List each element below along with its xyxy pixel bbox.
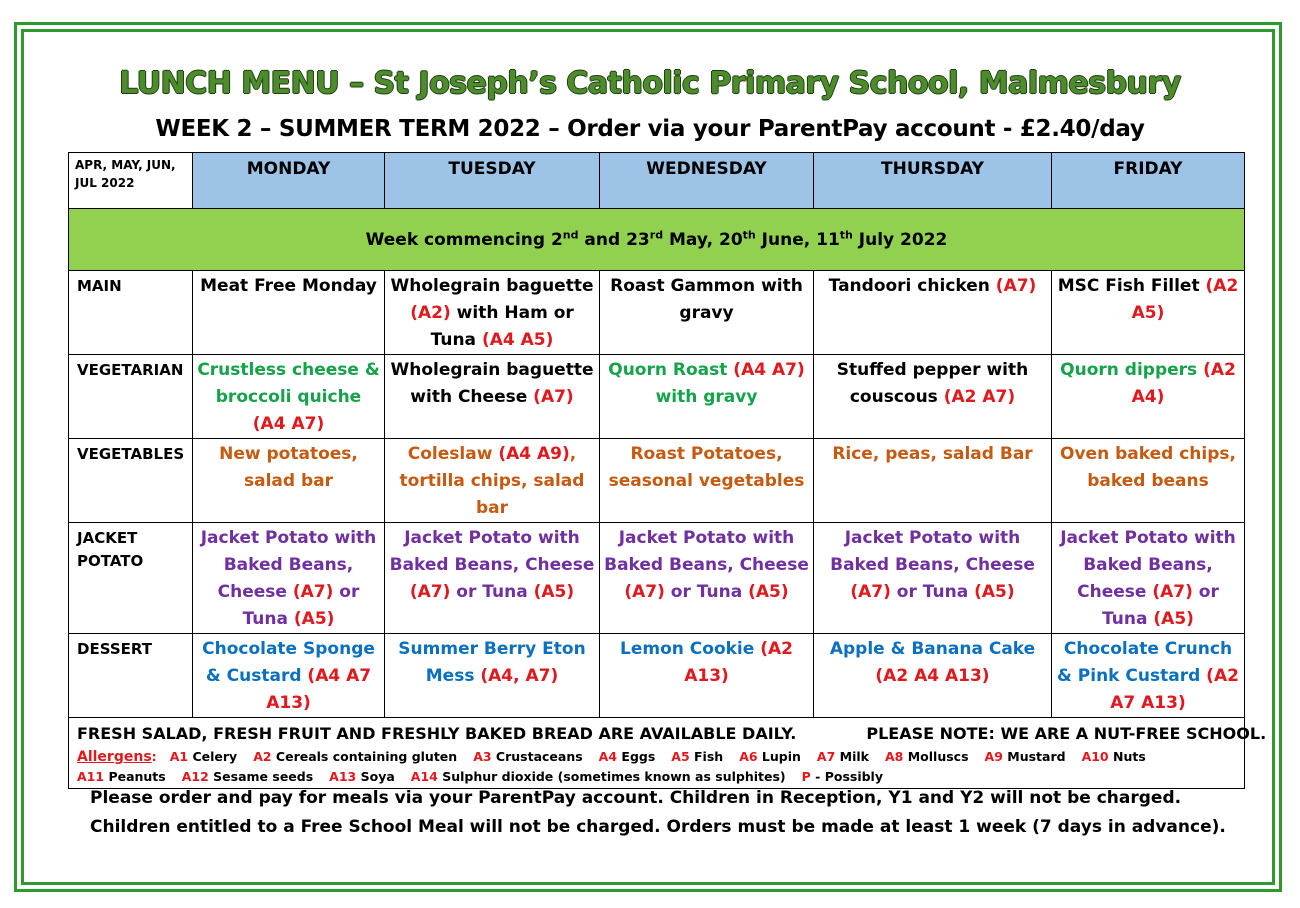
menu-cell [1052, 271, 1245, 355]
menu-text-segment: Jacket Potato with Baked Beans, Cheese [389, 528, 595, 575]
daily-availability-line [77, 720, 1267, 747]
day-header-monday: MONDAY [193, 153, 385, 209]
date-range-cell: APR, MAY, JUN, JUL 2022 [69, 153, 193, 209]
allergen-name: Mustard [1007, 749, 1066, 764]
menu-text-segment: Oven baked chips, baked beans [1060, 444, 1236, 491]
menu-cell [600, 634, 814, 718]
menu-row-main [69, 271, 1245, 355]
allergen-name: Lupin [761, 749, 801, 764]
allergen-code: A4 [598, 749, 618, 764]
menu-text-segment: Jacket Potato with Baked Beans, Cheese [830, 528, 1035, 575]
daily-availability-text: FRESH SALAD, FRESH FRUIT AND FRESHLY BAKED BREAD ARE AVAILABLE DAILY. [77, 724, 797, 743]
menu-cell [385, 439, 600, 523]
menu-text-segment: Chocolate Sponge & Custard [202, 639, 375, 686]
menu-text-segment: Apple & Banana Cake [829, 639, 1036, 659]
page-title: LUNCH MENU – St Joseph’s Catholic Primary School, Malmesbury [119, 66, 1181, 101]
menu-cell [814, 355, 1052, 439]
allergen-item [885, 749, 969, 764]
ordering-note: Please order and pay for meals via your ParentPay account. Children in Reception, Y1 and Y2 will not be charged. [90, 788, 1182, 808]
menu-text-segment: (A5) [533, 582, 575, 602]
allergen-code: A1 [169, 749, 189, 764]
menu-cell [600, 355, 814, 439]
allergen-code: A12 [181, 769, 209, 784]
menu-text-segment: or Tuna [242, 582, 360, 629]
allergen-list [170, 749, 1162, 764]
day-header-friday: FRIDAY [1052, 153, 1245, 209]
menu-cell [1052, 523, 1245, 634]
week-commencing-row [69, 209, 1245, 271]
menu-cell [385, 523, 600, 634]
header-row [69, 153, 1245, 209]
allergen-name: Fish [694, 749, 724, 764]
menu-text-segment: or Tuna [890, 582, 975, 602]
ordering-note: Children entitled to a Free School Meal will not be charged. Orders must be made at least 1 week (7 days in advance). [90, 817, 1226, 837]
allergen-name: Molluscs [907, 749, 969, 764]
allergen-code: A3 [473, 749, 492, 764]
allergen-code: A6 [739, 749, 758, 764]
menu-text-segment: with gravy [655, 387, 758, 407]
allergen-list [77, 769, 899, 784]
menu-cell [814, 523, 1052, 634]
menu-text-segment: New potatoes, salad bar [219, 444, 358, 491]
menu-text-segment: (A4 A9) [498, 444, 570, 464]
allergen-item [671, 749, 723, 764]
allergen-name: Soya [360, 769, 395, 784]
menu-text-segment: (A2) [410, 303, 451, 323]
allergen-item [599, 749, 656, 764]
menu-text-segment: Stuffed pepper with couscous [836, 360, 1029, 407]
menu-text-segment: (A7) [1152, 582, 1193, 602]
allergen-name: Crustaceans [495, 749, 583, 764]
menu-text-segment: (A4 A7 A13) [266, 666, 372, 713]
menu-text-segment: or Tuna [664, 582, 749, 602]
menu-text-segment: (A7) [533, 387, 574, 407]
menu-cell [1052, 634, 1245, 718]
allergen-code: A11 [77, 769, 105, 784]
menu-text-segment: (A7) [292, 582, 334, 602]
menu-text-segment: (A4 A7) [733, 360, 805, 380]
menu-row-vegetarian [69, 355, 1245, 439]
menu-text-segment: (A5) [1153, 609, 1194, 629]
menu-text-segment: with Ham or Tuna [430, 303, 574, 350]
menu-text-segment: Wholegrain baguette [390, 276, 594, 296]
allergen-name: Celery [192, 749, 238, 764]
menu-text-segment: (A7) [409, 582, 451, 602]
menu-text-segment: (A5) [293, 609, 335, 629]
menu-text-segment: Quorn Roast [608, 360, 734, 380]
menu-cell [814, 271, 1052, 355]
day-header-thursday: THURSDAY [814, 153, 1052, 209]
row-label: JACKET POTATO [69, 523, 193, 634]
menu-cell [814, 439, 1052, 523]
allergen-item [473, 749, 582, 764]
menu-cell [814, 634, 1052, 718]
allergen-name: Milk [839, 749, 869, 764]
menu-cell [193, 439, 385, 523]
menu-text-segment: MSC Fish Fillet [1057, 276, 1206, 296]
menu-cell [1052, 439, 1245, 523]
menu-cell [600, 271, 814, 355]
menu-row-jacket-potato [69, 523, 1245, 634]
menu-text-segment: Roast Potatoes, seasonal vegetables [608, 444, 805, 491]
allergen-name: Peanuts [108, 769, 166, 784]
menu-cell [193, 523, 385, 634]
menu-text-segment: (A2 A4) [1131, 360, 1236, 407]
allergen-item [182, 769, 313, 784]
allergen-item [817, 749, 869, 764]
ordering-notes [90, 784, 1226, 842]
menu-text-segment: or Tuna [1102, 582, 1219, 629]
allergen-name: Cereals containing gluten [275, 749, 458, 764]
menu-text-segment: Jacket Potato with Baked Beans, Cheese [1060, 528, 1236, 602]
allergen-item [985, 749, 1066, 764]
menu-text-segment: Quorn dippers [1060, 360, 1204, 380]
menu-text-segment: (A5) [974, 582, 1015, 602]
allergen-code: A7 [816, 749, 836, 764]
menu-text-segment: (A7) [995, 276, 1037, 296]
page-subtitle: WEEK 2 – SUMMER TERM 2022 – Order via your ParentPay account - £2.40/day [155, 116, 1145, 142]
menu-text-segment: Jacket Potato with Baked Beans, Cheese [200, 528, 377, 602]
menu-cell [193, 634, 385, 718]
menu-text-segment: Rice, peas, salad Bar [832, 444, 1033, 464]
menu-text-segment: Coleslaw [407, 444, 499, 464]
allergens-label: Allergens [77, 749, 152, 765]
menu-text-segment: (A2 A7) [943, 387, 1016, 407]
menu-text-segment: (A4 A7) [252, 414, 325, 434]
day-header-tuesday: TUESDAY [385, 153, 600, 209]
allergen-code: A5 [671, 749, 690, 764]
menu-text-segment: (A2 A5) [1131, 276, 1239, 323]
menu-row-dessert [69, 634, 1245, 718]
row-label: VEGETARIAN [69, 355, 193, 439]
menu-cell [193, 271, 385, 355]
day-header-wednesday: WEDNESDAY [600, 153, 814, 209]
menu-text-segment: Roast Gammon with gravy [610, 276, 803, 323]
menu-text-segment: Summer Berry Eton Mess [398, 639, 586, 686]
menu-cell [600, 523, 814, 634]
menu-text-segment: (A7) [624, 582, 665, 602]
menu-text-segment: Crustless cheese & broccoli quiche [197, 360, 380, 407]
row-label: MAIN [69, 271, 193, 355]
allergen-name: Eggs [621, 749, 656, 764]
allergen-code: A13 [329, 769, 357, 784]
menu-table [68, 152, 1267, 789]
menu-cell [385, 355, 600, 439]
allergen-item [802, 769, 883, 784]
allergen-name: - Possibly [815, 769, 883, 784]
menu-text-segment: Meat Free Monday [200, 276, 377, 296]
menu-text-segment: (A5) [748, 582, 789, 602]
menu-row-vegetables [69, 439, 1245, 523]
menu-cell [1052, 355, 1245, 439]
menu-text-segment: (A2 A4 A13) [875, 666, 990, 686]
menu-text-segment: (A7) [850, 582, 891, 602]
menu-text-segment: (A2 A7 A13) [1110, 666, 1239, 713]
nut-free-note: PLEASE NOTE: WE ARE A NUT-FREE SCHOOL. [866, 724, 1267, 743]
menu-cell [385, 634, 600, 718]
menu-text-segment: (A4, A7) [480, 666, 559, 686]
menu-text-segment: Wholegrain baguette with Cheese [390, 360, 594, 407]
footer-row [69, 718, 1245, 789]
menu-text-segment: (A2 A13) [684, 639, 793, 686]
allergen-code: A2 [253, 749, 272, 764]
menu-text-segment: (A4 A5) [481, 330, 554, 350]
menu-text-segment: or Tuna [450, 582, 534, 602]
row-label: VEGETABLES [69, 439, 193, 523]
row-label: DESSERT [69, 634, 193, 718]
allergen-item [253, 749, 457, 764]
allergen-item [411, 769, 786, 784]
allergen-item [1082, 749, 1146, 764]
allergen-item [77, 769, 166, 784]
allergen-name: Nuts [1113, 749, 1146, 764]
menu-text-segment: , tortilla chips, salad bar [399, 444, 585, 518]
week-commencing-text: Week commencing 2nd and 23rd May, 20th June, 11th July 2022 [69, 209, 1245, 271]
allergen-code: A14 [410, 769, 438, 784]
allergen-item [170, 749, 237, 764]
allergens-line-1: Allergens: A1 Celery A2 Cereals containing gluten A3 Crustaceans A4 Eggs A5 Fish A6 Lupin A7 Milk A8 Molluscs A9 Mustard A10 Nuts [77, 747, 1236, 767]
allergen-code: A9 [984, 749, 1003, 764]
allergen-item [329, 769, 395, 784]
allergen-item [739, 749, 801, 764]
allergen-name: Sulphur dioxide (sometimes known as sulphites) [442, 769, 786, 784]
allergen-code: P [801, 769, 811, 784]
menu-text-segment: Jacket Potato with Baked Beans, Cheese [604, 528, 809, 575]
footer-cell [69, 718, 1267, 789]
menu-text-segment: Chocolate Crunch & Pink Custard [1057, 639, 1233, 686]
menu-text-segment: Tandoori chicken [828, 276, 996, 296]
allergen-code: A10 [1081, 749, 1109, 764]
allergen-code: A8 [884, 749, 904, 764]
menu-cell [193, 355, 385, 439]
menu-text-segment: Lemon Cookie [620, 639, 761, 659]
menu-cell [385, 271, 600, 355]
allergen-name: Sesame seeds [213, 769, 314, 784]
menu-cell [600, 439, 814, 523]
